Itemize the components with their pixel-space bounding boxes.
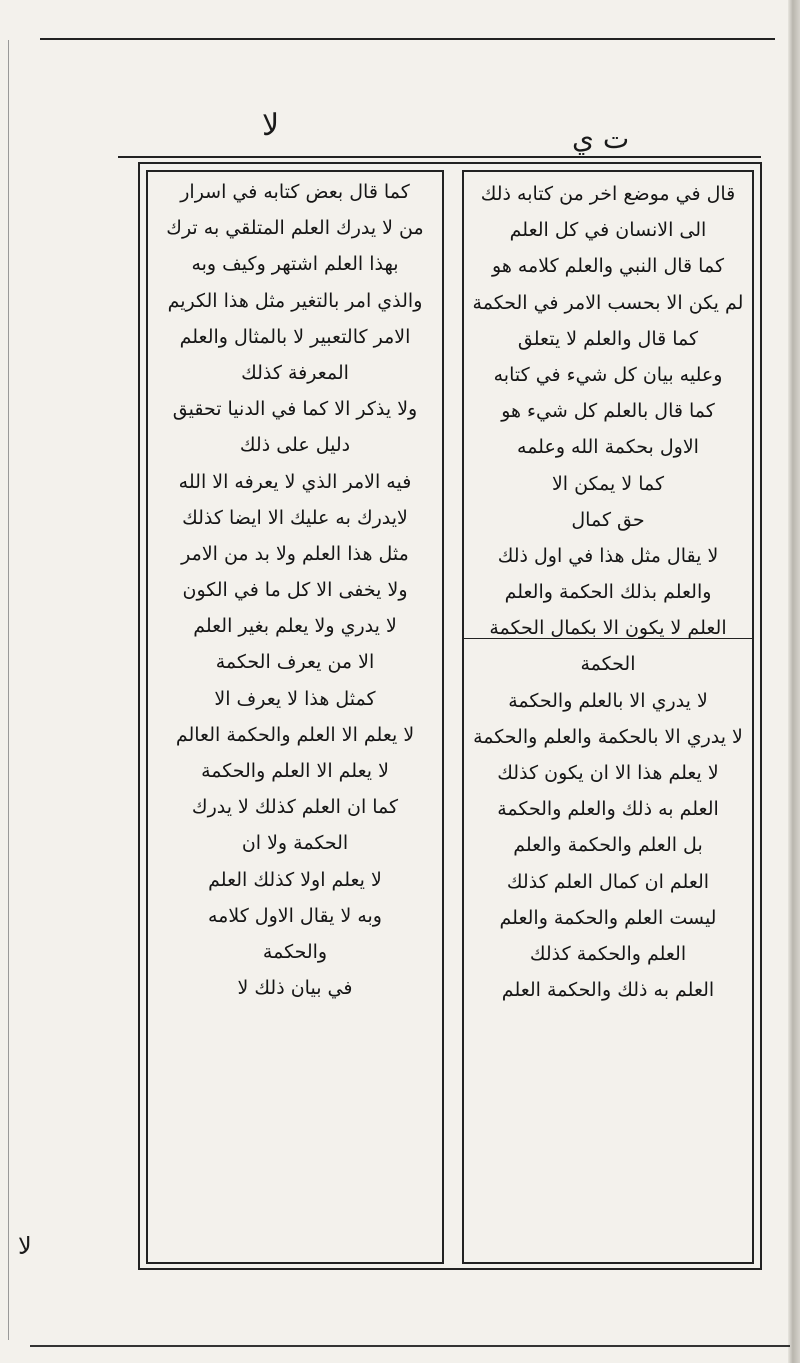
text-line: بهذا العلم اشتهر وكيف وبه [191, 253, 399, 276]
bottom-rule [30, 1345, 790, 1347]
text-line: لا يعلم اولا كذلك العلم [208, 868, 382, 891]
text-line: الاول بحكمة الله وعلمه [517, 436, 699, 459]
left-column-lines [148, 172, 442, 1006]
text-line: لا يعلم الا العلم والحكمة العالم [175, 723, 415, 746]
left-text-column [146, 170, 444, 1264]
catchword: لا [18, 1232, 32, 1260]
text-line: المعرفة كذلك [241, 361, 349, 384]
margin-rule [8, 40, 9, 1340]
text-line: ولا يخفى الا كل ما في الكون [182, 579, 408, 602]
section-rule [464, 638, 752, 639]
text-line: كما قال بالعلم كل شيء هو [501, 400, 715, 423]
text-line: الى الانسان في كل العلم [509, 219, 707, 242]
text-line: كما لا يمكن الا [551, 472, 665, 495]
page-edge-shadow [788, 0, 800, 1363]
text-line: لا يدري الا بالعلم والحكمة [508, 689, 708, 712]
text-line: العلم والحكمة كذلك [529, 942, 687, 965]
text-line: فيه الامر الذي لا يعرفه الا الله [178, 470, 412, 493]
text-line: ليست العلم والحكمة والعلم [499, 906, 717, 929]
text-line: لم يكن الا بحسب الامر في الحكمة [472, 291, 744, 314]
text-line: ولا يذكر الا كما في الدنيا تحقيق [172, 398, 418, 421]
text-line: في بيان ذلك لا [237, 977, 353, 1000]
text-line: العلم به ذلك والعلم والحكمة [497, 798, 719, 821]
text-line: الا من يعرف الحكمة [215, 651, 375, 674]
text-line: الحكمة [580, 653, 636, 676]
header-mark-left: لا [262, 108, 280, 143]
text-line: دليل على ذلك [239, 434, 351, 457]
text-line: والعلم بذلك الحكمة والعلم [504, 581, 712, 604]
text-line: كما قال النبي والعلم كلامه هو [492, 255, 724, 278]
text-line: لا يقال مثل هذا في اول ذلك [497, 544, 719, 567]
text-line: لايدرك به عليك الا ايضا كذلك [182, 506, 408, 529]
text-line: والحكمة [262, 940, 328, 963]
text-line: مثل هذا العلم ولا بد من الامر [181, 542, 409, 565]
text-line: وبه لا يقال الاول كلامه [208, 904, 382, 927]
text-line: كما قال والعلم لا يتعلق [517, 327, 699, 350]
text-line: قال في موضع اخر من كتابه ذلك [480, 183, 736, 205]
header-mark-right: ت ي [572, 122, 630, 155]
text-line: حق كمال [571, 508, 645, 531]
text-line: من لا يدرك العلم المتلقي به ترك [166, 217, 424, 240]
text-line: كمثل هذا لا يعرف الا [214, 687, 376, 710]
text-line: والذي امر بالتغير مثل هذا الكريم [167, 289, 423, 312]
text-line: الحكمة ولا ان [241, 832, 349, 855]
text-line: العلم ان كمال العلم كذلك [506, 870, 710, 893]
right-text-column [462, 170, 754, 1264]
text-line: الامر كالتعبير لا بالمثال والعلم [179, 325, 411, 348]
header-rule [118, 156, 761, 158]
text-line: العلم لا يكون الا بكمال الحكمة [489, 617, 727, 640]
text-line: وعليه بيان كل شيء في كتابه [493, 363, 723, 386]
text-line: بل العلم والحكمة والعلم [513, 834, 703, 857]
text-line: لا يعلم هذا الا ان يكون كذلك [497, 762, 719, 784]
text-line: لا يدري الا بالحكمة والعلم والحكمة [473, 725, 743, 748]
right-column-lines [464, 172, 752, 1008]
text-line: لا يدري ولا يعلم بغير العلم [193, 615, 397, 638]
top-rule [40, 38, 775, 40]
text-line: كما قال بعض كتابه في اسرار [180, 181, 410, 203]
text-line: لا يعلم الا العلم والحكمة [201, 760, 389, 782]
text-line: كما ان العلم كذلك لا يدرك [191, 796, 399, 819]
text-line: العلم به ذلك والحكمة العلم [501, 979, 715, 1002]
